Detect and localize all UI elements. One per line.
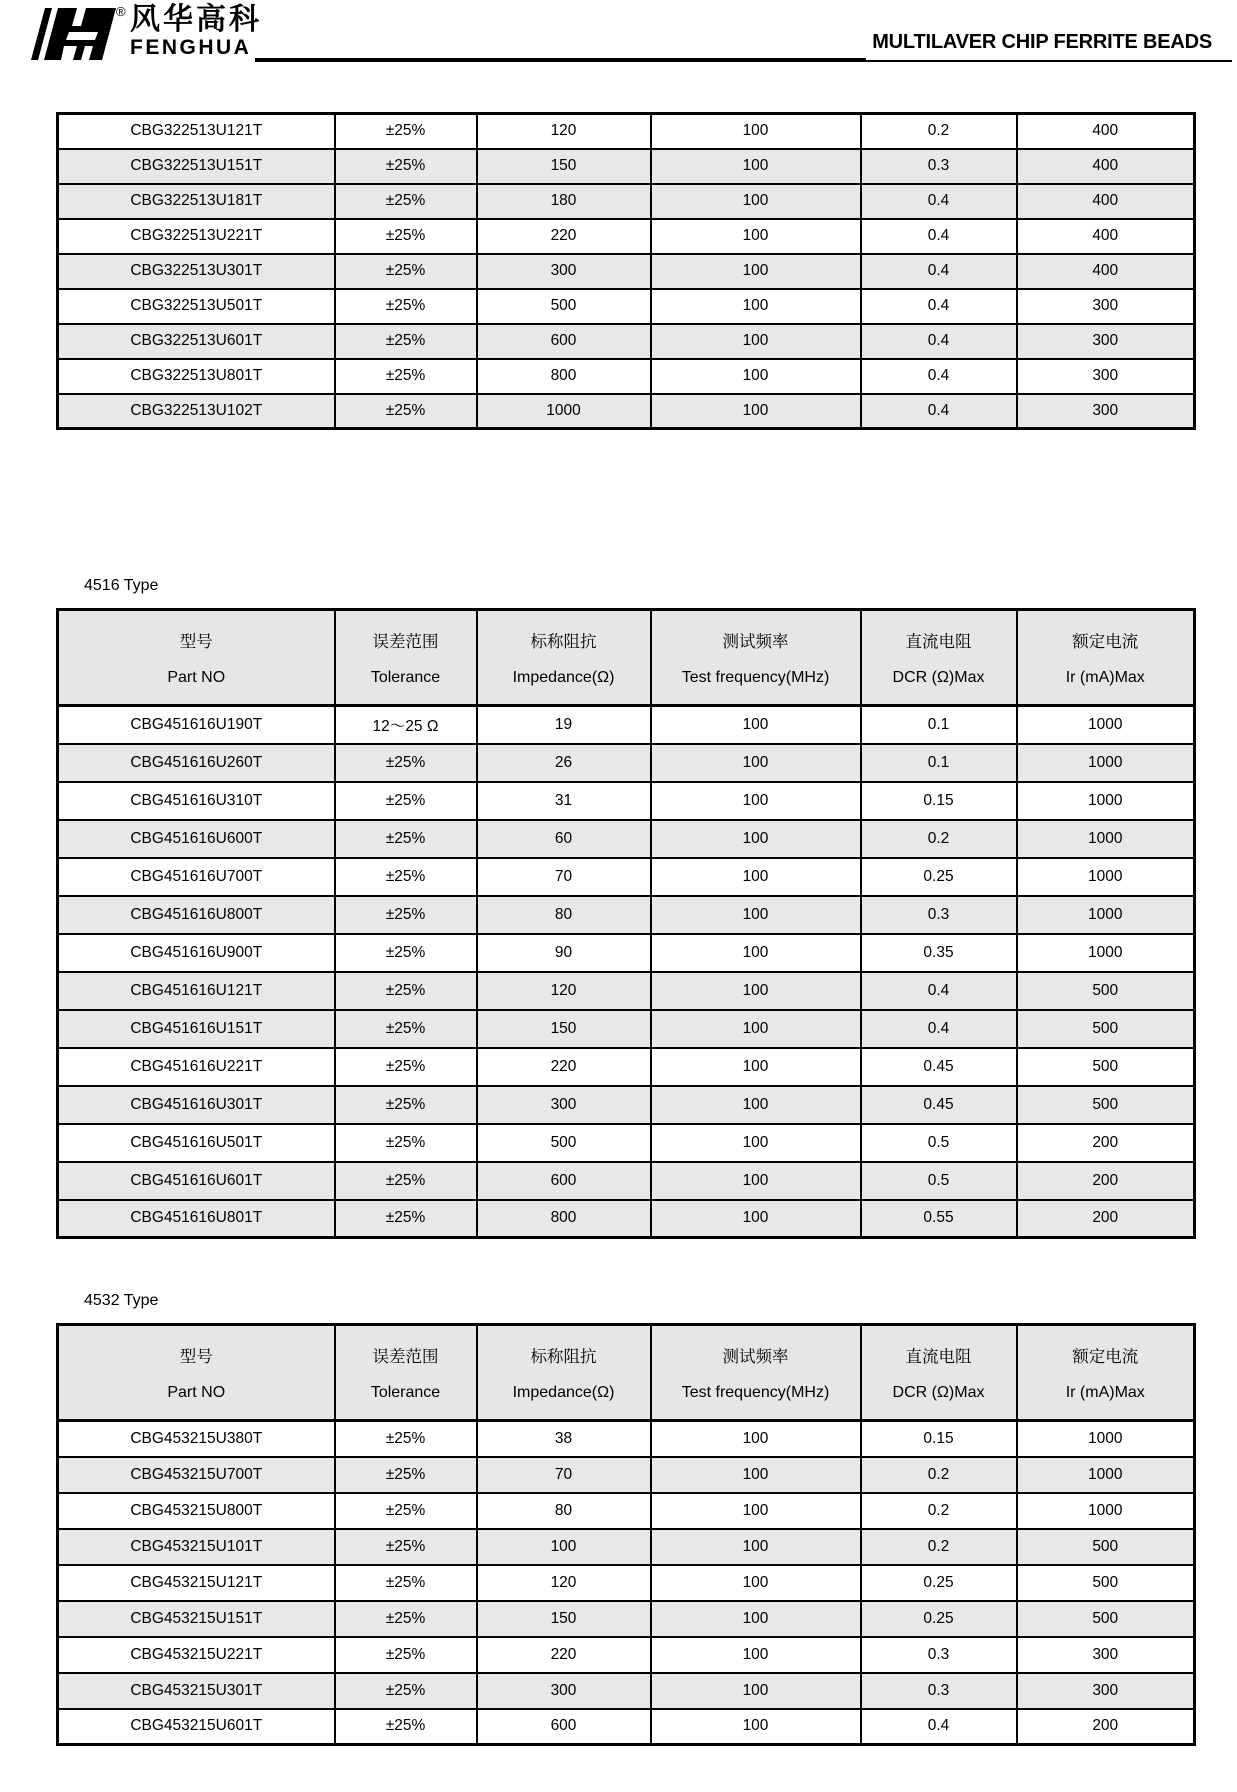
table-row [58, 1493, 1195, 1529]
cell-dcr-max: 0.4 [861, 289, 1017, 324]
cell-part-no: CBG451616U601T [58, 1162, 335, 1200]
cell-test-frequency: 100 [651, 1200, 861, 1238]
cell-part-no: CBG451616U801T [58, 1200, 335, 1238]
cell-tolerance: ±25% [335, 359, 477, 394]
column-header-en: Impedance(Ω) [512, 1384, 615, 1401]
cell-tolerance: ±25% [335, 1457, 477, 1493]
cell-dcr-max: 0.4 [861, 1010, 1017, 1048]
cell-part-no: CBG451616U190T [58, 706, 335, 744]
cell-part-no: CBG322513U121T [58, 114, 335, 149]
cell-impedance: 80 [477, 896, 651, 934]
cell-tolerance: 12～25 Ω [335, 706, 477, 744]
column-header-rated-current [1017, 610, 1195, 706]
cell-part-no: CBG453215U800T [58, 1493, 335, 1529]
cell-part-no: CBG451616U121T [58, 972, 335, 1010]
cell-impedance: 120 [477, 114, 651, 149]
cell-rated-current: 300 [1017, 289, 1195, 324]
cell-part-no: CBG453215U121T [58, 1565, 335, 1601]
column-header-part-no [58, 1325, 335, 1421]
cell-impedance: 60 [477, 820, 651, 858]
table-row [58, 1010, 1195, 1048]
cell-impedance: 600 [477, 1162, 651, 1200]
cell-impedance: 220 [477, 1637, 651, 1673]
cell-test-frequency: 100 [651, 1601, 861, 1637]
cell-impedance: 600 [477, 324, 651, 359]
cell-part-no: CBG322513U102T [58, 394, 335, 429]
cell-impedance: 31 [477, 782, 651, 820]
cell-dcr-max: 0.5 [861, 1162, 1017, 1200]
cell-impedance: 70 [477, 858, 651, 896]
cell-rated-current: 500 [1017, 1529, 1195, 1565]
cell-dcr-max: 0.15 [861, 782, 1017, 820]
column-header-en: Part NO [167, 669, 226, 686]
cell-part-no: CBG451616U900T [58, 934, 335, 972]
cell-tolerance: ±25% [335, 114, 477, 149]
cell-tolerance: ±25% [335, 1673, 477, 1709]
registered-trademark-symbol: ® [116, 4, 126, 19]
cell-test-frequency: 100 [651, 1124, 861, 1162]
cell-tolerance: ±25% [335, 1565, 477, 1601]
column-header-en: Test frequency(MHz) [681, 669, 830, 686]
cell-dcr-max: 0.15 [861, 1421, 1017, 1457]
table-row [58, 706, 1195, 744]
cell-dcr-max: 0.35 [861, 934, 1017, 972]
cell-rated-current: 1000 [1017, 896, 1195, 934]
table-row [58, 896, 1195, 934]
column-header-en: Part NO [167, 1384, 226, 1401]
cell-rated-current: 1000 [1017, 1421, 1195, 1457]
cell-part-no: CBG453215U151T [58, 1601, 335, 1637]
cell-part-no: CBG453215U601T [58, 1709, 335, 1745]
cell-tolerance: ±25% [335, 1086, 477, 1124]
cell-impedance: 150 [477, 149, 651, 184]
table-row [58, 1565, 1195, 1601]
column-header-dcr-max [861, 610, 1017, 706]
brand-name-chinese: 风华高科 [130, 3, 262, 36]
cell-dcr-max: 0.3 [861, 149, 1017, 184]
column-header-part-no [58, 610, 335, 706]
table-row [58, 149, 1195, 184]
table-row [58, 1048, 1195, 1086]
cell-tolerance: ±25% [335, 858, 477, 896]
column-header-rated-current [1017, 1325, 1195, 1421]
table-row [58, 394, 1195, 429]
column-header-zh: 测试频率 [722, 633, 789, 651]
column-header-en: DCR (Ω)Max [892, 1384, 985, 1401]
table-row [58, 1709, 1195, 1745]
column-header-zh: 标称阻抗 [530, 1348, 597, 1366]
cell-part-no: CBG453215U700T [58, 1457, 335, 1493]
table-row [58, 1200, 1195, 1238]
column-header-en: Tolerance [370, 1384, 441, 1401]
cell-rated-current: 500 [1017, 1601, 1195, 1637]
cell-rated-current: 300 [1017, 1637, 1195, 1673]
cell-dcr-max: 0.4 [861, 1709, 1017, 1745]
cell-test-frequency: 100 [651, 1673, 861, 1709]
cell-tolerance: ±25% [335, 1048, 477, 1086]
column-header-tolerance [335, 610, 477, 706]
column-header-test-frequency [651, 1325, 861, 1421]
cell-test-frequency: 100 [651, 744, 861, 782]
cell-tolerance: ±25% [335, 149, 477, 184]
cell-part-no: CBG322513U501T [58, 289, 335, 324]
cell-dcr-max: 0.3 [861, 1637, 1017, 1673]
cell-rated-current: 400 [1017, 184, 1195, 219]
cell-test-frequency: 100 [651, 1086, 861, 1124]
data-table [56, 608, 1196, 1239]
cell-dcr-max: 0.5 [861, 1124, 1017, 1162]
cell-rated-current: 400 [1017, 114, 1195, 149]
cell-dcr-max: 0.4 [861, 254, 1017, 289]
cell-part-no: CBG322513U221T [58, 219, 335, 254]
cell-dcr-max: 0.4 [861, 219, 1017, 254]
table-row [58, 744, 1195, 782]
table-continued [56, 112, 1193, 430]
cell-tolerance: ±25% [335, 820, 477, 858]
column-header-zh: 型号 [179, 633, 213, 651]
table-row [58, 1529, 1195, 1565]
cell-impedance: 90 [477, 934, 651, 972]
table-row [58, 184, 1195, 219]
column-header-zh: 直流电阻 [905, 1348, 972, 1366]
cell-test-frequency: 100 [651, 1709, 861, 1745]
cell-impedance: 220 [477, 219, 651, 254]
brand-block [130, 4, 262, 59]
cell-impedance: 180 [477, 184, 651, 219]
cell-dcr-max: 0.2 [861, 114, 1017, 149]
cell-dcr-max: 0.45 [861, 1086, 1017, 1124]
section-label-4516-type: 4516 Type [84, 577, 159, 594]
cell-tolerance: ±25% [335, 1421, 477, 1457]
cell-impedance: 38 [477, 1421, 651, 1457]
cell-impedance: 100 [477, 1529, 651, 1565]
cell-rated-current: 500 [1017, 1010, 1195, 1048]
cell-rated-current: 300 [1017, 324, 1195, 359]
cell-test-frequency: 100 [651, 1048, 861, 1086]
cell-impedance: 70 [477, 1457, 651, 1493]
cell-dcr-max: 0.3 [861, 896, 1017, 934]
table-4532-type [56, 1323, 1193, 1746]
cell-rated-current: 400 [1017, 219, 1195, 254]
cell-tolerance: ±25% [335, 184, 477, 219]
cell-test-frequency: 100 [651, 782, 861, 820]
cell-test-frequency: 100 [651, 219, 861, 254]
cell-rated-current: 300 [1017, 394, 1195, 429]
cell-impedance: 26 [477, 744, 651, 782]
column-header-en: Ir (mA)Max [1065, 1384, 1145, 1401]
cell-test-frequency: 100 [651, 934, 861, 972]
column-header-en: Impedance(Ω) [512, 669, 615, 686]
column-header-impedance [477, 610, 651, 706]
cell-tolerance: ±25% [335, 1529, 477, 1565]
cell-dcr-max: 0.4 [861, 324, 1017, 359]
cell-tolerance: ±25% [335, 1637, 477, 1673]
cell-part-no: CBG322513U801T [58, 359, 335, 394]
column-header-zh: 测试频率 [722, 1348, 789, 1366]
cell-tolerance: ±25% [335, 782, 477, 820]
cell-impedance: 800 [477, 1200, 651, 1238]
cell-test-frequency: 100 [651, 359, 861, 394]
cell-test-frequency: 100 [651, 858, 861, 896]
cell-part-no: CBG453215U380T [58, 1421, 335, 1457]
cell-dcr-max: 0.25 [861, 858, 1017, 896]
cell-rated-current: 1000 [1017, 934, 1195, 972]
table-row [58, 934, 1195, 972]
column-header-test-frequency [651, 610, 861, 706]
cell-part-no: CBG451616U600T [58, 820, 335, 858]
table-row [58, 1162, 1195, 1200]
page-body [0, 112, 1237, 1746]
cell-rated-current: 400 [1017, 149, 1195, 184]
cell-test-frequency: 100 [651, 820, 861, 858]
cell-impedance: 150 [477, 1601, 651, 1637]
table-row [58, 972, 1195, 1010]
cell-test-frequency: 100 [651, 114, 861, 149]
cell-dcr-max: 0.2 [861, 1457, 1017, 1493]
cell-tolerance: ±25% [335, 324, 477, 359]
column-header-zh: 额定电流 [1072, 1348, 1139, 1366]
cell-impedance: 800 [477, 359, 651, 394]
cell-part-no: CBG451616U800T [58, 896, 335, 934]
cell-test-frequency: 100 [651, 1010, 861, 1048]
cell-test-frequency: 100 [651, 394, 861, 429]
cell-tolerance: ±25% [335, 254, 477, 289]
cell-dcr-max: 0.45 [861, 1048, 1017, 1086]
cell-dcr-max: 0.4 [861, 184, 1017, 219]
cell-part-no: CBG453215U301T [58, 1673, 335, 1709]
cell-test-frequency: 100 [651, 254, 861, 289]
table-row [58, 1601, 1195, 1637]
cell-dcr-max: 0.2 [861, 820, 1017, 858]
cell-rated-current: 300 [1017, 1673, 1195, 1709]
column-header-en: DCR (Ω)Max [892, 669, 985, 686]
cell-impedance: 500 [477, 289, 651, 324]
cell-impedance: 150 [477, 1010, 651, 1048]
cell-part-no: CBG453215U101T [58, 1529, 335, 1565]
cell-part-no: CBG451616U260T [58, 744, 335, 782]
cell-test-frequency: 100 [651, 972, 861, 1010]
cell-rated-current: 1000 [1017, 858, 1195, 896]
cell-tolerance: ±25% [335, 219, 477, 254]
cell-impedance: 600 [477, 1709, 651, 1745]
cell-tolerance: ±25% [335, 394, 477, 429]
cell-rated-current: 400 [1017, 254, 1195, 289]
cell-part-no: CBG322513U181T [58, 184, 335, 219]
table-row [58, 1673, 1195, 1709]
header-row [58, 610, 1195, 706]
cell-tolerance: ±25% [335, 1124, 477, 1162]
cell-part-no: CBG451616U700T [58, 858, 335, 896]
cell-rated-current: 1000 [1017, 744, 1195, 782]
cell-test-frequency: 100 [651, 896, 861, 934]
cell-test-frequency: 100 [651, 1565, 861, 1601]
cell-rated-current: 500 [1017, 972, 1195, 1010]
cell-impedance: 19 [477, 706, 651, 744]
cell-test-frequency: 100 [651, 1457, 861, 1493]
cell-tolerance: ±25% [335, 1601, 477, 1637]
table-4516-type [56, 608, 1193, 1239]
table-row [58, 1124, 1195, 1162]
table-row [58, 254, 1195, 289]
cell-test-frequency: 100 [651, 1637, 861, 1673]
document-title: MULTILAVER CHIP FERRITE BEADS [872, 31, 1212, 53]
cell-test-frequency: 100 [651, 149, 861, 184]
brand-name-english: FENGHUA [130, 36, 252, 59]
table-row [58, 289, 1195, 324]
cell-rated-current: 200 [1017, 1709, 1195, 1745]
cell-part-no: CBG451616U301T [58, 1086, 335, 1124]
cell-part-no: CBG322513U301T [58, 254, 335, 289]
column-header-zh: 误差范围 [372, 633, 439, 651]
cell-tolerance: ±25% [335, 1493, 477, 1529]
cell-impedance: 120 [477, 1565, 651, 1601]
table-row [58, 1637, 1195, 1673]
cell-rated-current: 1000 [1017, 1493, 1195, 1529]
cell-dcr-max: 0.4 [861, 972, 1017, 1010]
cell-impedance: 300 [477, 254, 651, 289]
table-row [58, 219, 1195, 254]
cell-impedance: 300 [477, 1673, 651, 1709]
cell-tolerance: ±25% [335, 744, 477, 782]
cell-dcr-max: 0.3 [861, 1673, 1017, 1709]
cell-tolerance: ±25% [335, 934, 477, 972]
cell-rated-current: 200 [1017, 1124, 1195, 1162]
cell-dcr-max: 0.4 [861, 359, 1017, 394]
cell-part-no: CBG453215U221T [58, 1637, 335, 1673]
cell-part-no: CBG451616U151T [58, 1010, 335, 1048]
cell-tolerance: ±25% [335, 1200, 477, 1238]
table-row [58, 324, 1195, 359]
cell-dcr-max: 0.4 [861, 394, 1017, 429]
cell-test-frequency: 100 [651, 1421, 861, 1457]
cell-rated-current: 1000 [1017, 706, 1195, 744]
data-table [56, 1323, 1196, 1746]
cell-test-frequency: 100 [651, 184, 861, 219]
column-header-zh: 直流电阻 [905, 633, 972, 651]
column-header-impedance [477, 1325, 651, 1421]
cell-dcr-max: 0.25 [861, 1601, 1017, 1637]
table-row [58, 1457, 1195, 1493]
column-header-zh: 型号 [179, 1348, 213, 1366]
cell-test-frequency: 100 [651, 1162, 861, 1200]
page-header [0, 0, 1237, 92]
cell-part-no: CBG451616U221T [58, 1048, 335, 1086]
cell-tolerance: ±25% [335, 972, 477, 1010]
cell-rated-current: 200 [1017, 1200, 1195, 1238]
data-table [56, 112, 1196, 430]
cell-dcr-max: 0.2 [861, 1529, 1017, 1565]
fenghua-logo-icon [30, 6, 118, 62]
cell-tolerance: ±25% [335, 1709, 477, 1745]
cell-dcr-max: 0.25 [861, 1565, 1017, 1601]
column-header-tolerance [335, 1325, 477, 1421]
cell-rated-current: 1000 [1017, 1457, 1195, 1493]
cell-rated-current: 200 [1017, 1162, 1195, 1200]
table-row [58, 820, 1195, 858]
column-header-dcr-max [861, 1325, 1017, 1421]
cell-test-frequency: 100 [651, 1493, 861, 1529]
cell-tolerance: ±25% [335, 1162, 477, 1200]
cell-rated-current: 1000 [1017, 782, 1195, 820]
cell-impedance: 120 [477, 972, 651, 1010]
cell-impedance: 1000 [477, 394, 651, 429]
header-row [58, 1325, 1195, 1421]
column-header-zh: 额定电流 [1072, 633, 1139, 651]
column-header-zh: 误差范围 [372, 1348, 439, 1366]
cell-part-no: CBG322513U151T [58, 149, 335, 184]
column-header-zh: 标称阻抗 [530, 633, 597, 651]
cell-tolerance: ±25% [335, 896, 477, 934]
table-row [58, 359, 1195, 394]
cell-test-frequency: 100 [651, 1529, 861, 1565]
cell-test-frequency: 100 [651, 706, 861, 744]
cell-impedance: 500 [477, 1124, 651, 1162]
cell-rated-current: 300 [1017, 359, 1195, 394]
column-header-en: Test frequency(MHz) [681, 1384, 830, 1401]
cell-tolerance: ±25% [335, 289, 477, 324]
cell-dcr-max: 0.1 [861, 744, 1017, 782]
cell-test-frequency: 100 [651, 324, 861, 359]
column-header-en: Tolerance [370, 669, 441, 686]
column-header-en: Ir (mA)Max [1065, 669, 1145, 686]
header-rule-thick [255, 58, 866, 62]
cell-rated-current: 500 [1017, 1565, 1195, 1601]
cell-impedance: 220 [477, 1048, 651, 1086]
cell-rated-current: 500 [1017, 1048, 1195, 1086]
cell-part-no: CBG451616U310T [58, 782, 335, 820]
cell-impedance: 300 [477, 1086, 651, 1124]
cell-rated-current: 1000 [1017, 820, 1195, 858]
cell-test-frequency: 100 [651, 289, 861, 324]
cell-dcr-max: 0.1 [861, 706, 1017, 744]
cell-dcr-max: 0.2 [861, 1493, 1017, 1529]
cell-tolerance: ±25% [335, 1010, 477, 1048]
header-rule-thin [866, 60, 1232, 62]
table-row [58, 858, 1195, 896]
section-label-4532-type: 4532 Type [84, 1292, 159, 1309]
cell-dcr-max: 0.55 [861, 1200, 1017, 1238]
table-row [58, 1086, 1195, 1124]
table-row [58, 114, 1195, 149]
table-row [58, 782, 1195, 820]
cell-part-no: CBG322513U601T [58, 324, 335, 359]
cell-impedance: 80 [477, 1493, 651, 1529]
cell-part-no: CBG451616U501T [58, 1124, 335, 1162]
cell-rated-current: 500 [1017, 1086, 1195, 1124]
table-row [58, 1421, 1195, 1457]
